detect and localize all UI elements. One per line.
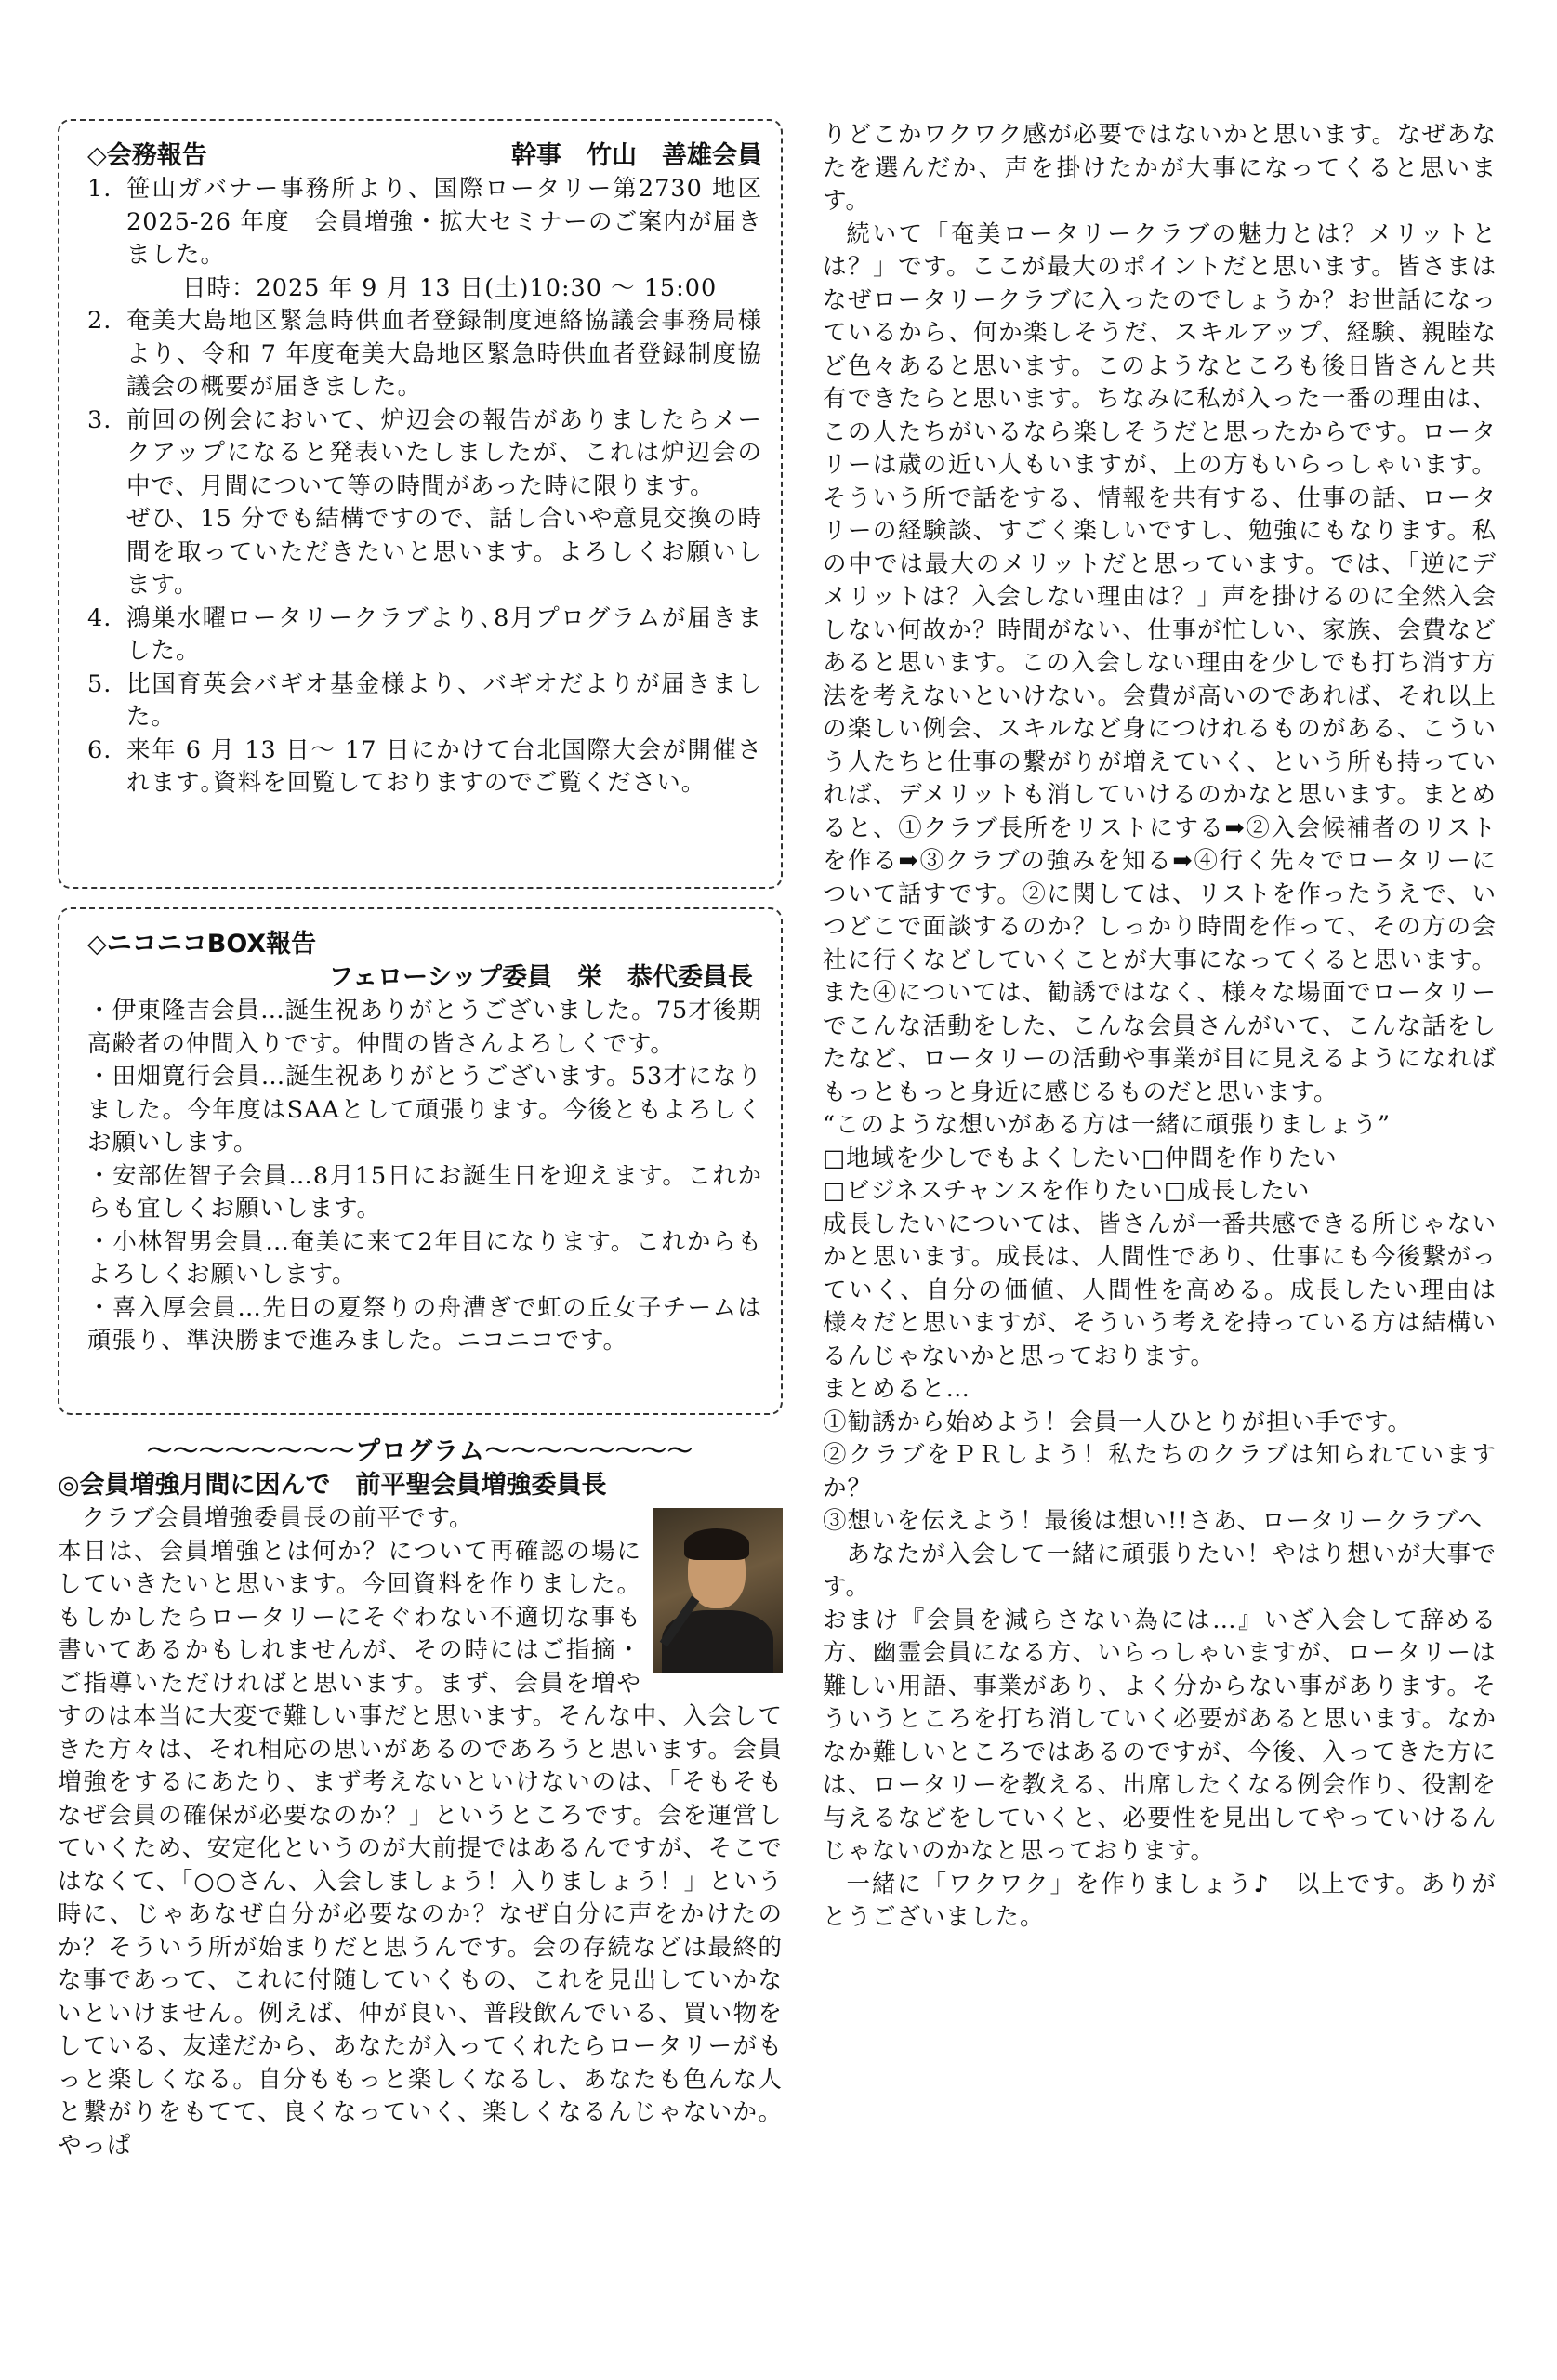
seminar-date: 日時：2025 年 9 月 13 日(土)10:30 〜 15:00 bbox=[182, 273, 718, 302]
list-item: ・小林智男会員…奄美に来て2年目になります。これからもよろしくお願いします。 bbox=[87, 1227, 762, 1289]
list-item: 2. 奄美大島地区緊急時供血者登録制度連絡協議会事務局様より、令和 7 年度奄美大島地区緊急時供血者登録制度協議会の概要が届きました。 bbox=[87, 307, 762, 401]
secretary-report-author: 幹事 竹山 善雄会員 bbox=[511, 141, 762, 170]
program-header: 〜〜〜〜〜〜〜〜プログラム〜〜〜〜〜〜〜〜 bbox=[147, 1437, 693, 1466]
list-item: ・田畑寛行会員…誕生祝ありがとうございます。53才になりました。今年度はSAAとして頑張ります。今後ともよろしくお願いします。 bbox=[87, 1063, 762, 1157]
list-item: ③想いを伝えよう！最後は想い!!さあ、ロータリークラブへ bbox=[823, 1507, 1483, 1535]
paragraph: 本日は、会員増強とは何か？について再確認の場にしていきたいと思います。今回資料を作りました。もしかしたらロータリーにそぐわない不適切な事も書いてあるかもしれませんが、その時にはご指摘・ご指導いただければと思います。まず、会員を増やすのは本当に大変で難しい事だと思います。そんな中、入会してきた方々は、それ相応の思いがあるのであろうと思います。会員増強をするにあたり、まず考えないといけないのは、「そもそもなぜ会員の確保が必要なのか？」というところです。会を運営していくため、安定化というのが大前提ではあるんですが、そこではなくて、「○○さん、入会しましょう！入りましょう！」という時に、じゃあなぜ自分が必要なのか？なぜ自分に声をかけたのか？そういう所が始まりだと思うんです。会の存続などは最終的な事であって、これに付随していくもの、これを見出していかないといけません。例えば、仲が良い、普段飲んでいる、買い物をしている、友達だから、あなたが入ってくれたらロータリーがもっと楽しくなる。自分ももっと楽しくなるし、あなたも色んな人と繋がりをもてて、良くなっていく、楽しくなるんじゃないか。やっぱ bbox=[58, 1537, 783, 2160]
list-item: 1. 笹山ガバナー事務所より、国際ロータリー第2730 地区 2025-26 年度 会員増強・拡大セミナーのご案内が届きました。 日時：2025 年 9 月 13 日(土)10:30 〜 15:00 bbox=[87, 173, 762, 305]
paragraph: “このような想いがある方は一緒に頑張りましょう” bbox=[823, 1111, 1392, 1139]
speaker-photo bbox=[653, 1508, 783, 1673]
left-column bbox=[58, 119, 787, 2162]
nikoniko-author: フェローシップ委員 栄 恭代委員長 bbox=[328, 963, 753, 992]
paragraph: りどこかワクワク感が必要ではないかと思います。なぜあなたを選んだか、声を掛けたかが大事になってくると思います。 bbox=[823, 121, 1497, 215]
list-item: ・伊東隆吉会員…誕生祝ありがとうございました。75才後期高齢者の仲間入りです。仲間の皆さんよろしくです。 bbox=[87, 997, 762, 1058]
list-item: ・安部佐智子会員…8月15日にお誕生日を迎えます。これからも宜しくお願いします。 bbox=[87, 1161, 762, 1223]
paragraph: あなたが入会して一緒に頑張りたい！やはり想いが大事です。 bbox=[823, 1540, 1497, 1601]
paragraph: クラブ会員増強委員長の前平です。 bbox=[81, 1504, 474, 1532]
list-item: ・喜入厚会員…先日の夏祭りの舟漕ぎで虹の丘女子チームは頑張り、準決勝まで進みました。ニコニコです。 bbox=[87, 1293, 762, 1355]
list-item: 6. 来年 6 月 13 日〜 17 日にかけて台北国際大会が開催されます｡資料を回覧しておりますのでご覧ください。 bbox=[87, 735, 762, 797]
secretary-report-box bbox=[58, 119, 787, 889]
paragraph: 一緒に「ワクワク」を作りましょう♪ 以上です。ありがとうございました。 bbox=[823, 1870, 1497, 1931]
paragraph: 続いて「奄美ロータリークラブの魅力とは？メリットとは？」です。ここが最大のポイントだと思います。皆さまはなぜロータリークラブに入ったのでしょうか？お世話になっているから、何か楽しそうだ、スキルアップ、経験、親睦など色々あると思います。このようなところも後日皆さんと共有できたらと思います。ちなみに私が入った一番の理由は、この人たちがいるなら楽しそうだと思ったからです。ロータリーは歳の近い人もいますが、上の方もいらっしゃいます。そういう所で話をする、情報を共有する、仕事の話、ロータリーの経験談、すごく楽しいですし、勉強にもなります。私の中では最大のメリットだと思っています。では、「逆にデメリットは？入会しない理由は？」声を掛けるのに全然入会しない何故か？時間がない、仕事が忙しい、家族、会費などあると思います。この入会しない理由を少しでも打ち消す方法を考えないといけない。会費が高いのであれば、それ以上の楽しい例会、スキルなど身につけれるものがある、こういう人たちと仕事の繋がりが増えていく、という所も持っていれば、デメリットも消していけるのかなと思います。まとめると、①クラブ長所をリストにする➡②入会候補者のリストを作る➡③クラブの強みを知る➡④行く先々でロータリーについて話すです。②に関しては、リストを作ったうえで、いつどこで面談するのか？しっかり時間を作って、その方の会社に行くなどしていくことが大事になってくると思います。また④については、勧誘ではなく、様々な場面でロータリーでこんな活動をした、こんな会員さんがいて、こんな話をしたなど、ロータリーの活動や事業が目に見えるようになればもっともっと身近に感じるものだと思います。 bbox=[823, 219, 1497, 1106]
checkbox-line: □ビジネスチャンスを作りたい□成長したい bbox=[823, 1177, 1311, 1205]
paragraph: 成長したいについては、皆さんが一番共感できる所じゃないかと思います。成長は、人間性であり、仕事にも今後繋がっていく、自分の価値、人間性を高める。成長したい理由は様々だと思いますが、そういう考えを持っている方は結構いるんじゃないかと思っております。 bbox=[823, 1210, 1497, 1370]
checkbox-line: □地域を少しでもよくしたい□仲間を作りたい bbox=[823, 1144, 1338, 1172]
secretary-report-header bbox=[87, 139, 762, 173]
list-item: 5. 比国育英会バギオ基金様より、バギオだよりが届きました。 bbox=[87, 669, 762, 731]
secretary-report-title: ◇会務報告 bbox=[87, 141, 207, 170]
program-body-left bbox=[58, 1502, 783, 2162]
list-item: ②クラブをＰＲしよう！私たちのクラブは知られていますか？ bbox=[823, 1441, 1497, 1502]
list-item: 4. 鴻巣水曜ロータリークラブより､8月プログラムが届きました。 bbox=[87, 603, 762, 665]
paragraph: おまけ『会員を減らさない為には…』いざ入会して辞める方、幽霊会員になる方、いらっしゃいますが、ロータリーは難しい用語、事業があり、よく分からない事があります。そういうところを打ち消していく必要があると思います。なかなか難しいところではあるのですが、今後、入ってきた方には、ロータリーを教える、出席したくなる例会作り、役割を与えるなどをしていくと、必要性を見出してやっていけるんじゃないのかなと思っております。 bbox=[823, 1606, 1497, 1865]
program-title: ◎会員増強月間に因んで 前平聖会員増強委員長 bbox=[58, 1471, 607, 1500]
secretary-report-list bbox=[87, 173, 787, 800]
nikoniko-box bbox=[58, 907, 783, 1415]
list-item: ①勧誘から始めよう！会員一人ひとりが担い手です。 bbox=[823, 1408, 1412, 1436]
item3-extra: ぜひ、15 分でも結構ですので、話し合いや意見交換の時間を取っていただきたいと思います。よろしくお願いします。 bbox=[126, 505, 762, 599]
nikoniko-entries bbox=[87, 995, 762, 1358]
right-column bbox=[823, 119, 1497, 1935]
list-item: 3. 前回の例会において、炉辺会の報告がありましたらメークアップになると発表いたしましたが、これは炉辺会の中で、月間について等の時間があった時に限ります。 ぜひ、15 分でも結構ですので、話し合いや意見交換の時間を取っていただきたいと思います。よろしくお願いします。 bbox=[87, 404, 762, 602]
nikoniko-title: ◇ニコニコBOX報告 bbox=[87, 930, 317, 959]
nikoniko-header bbox=[87, 928, 762, 961]
paragraph: まとめると… bbox=[823, 1375, 971, 1403]
